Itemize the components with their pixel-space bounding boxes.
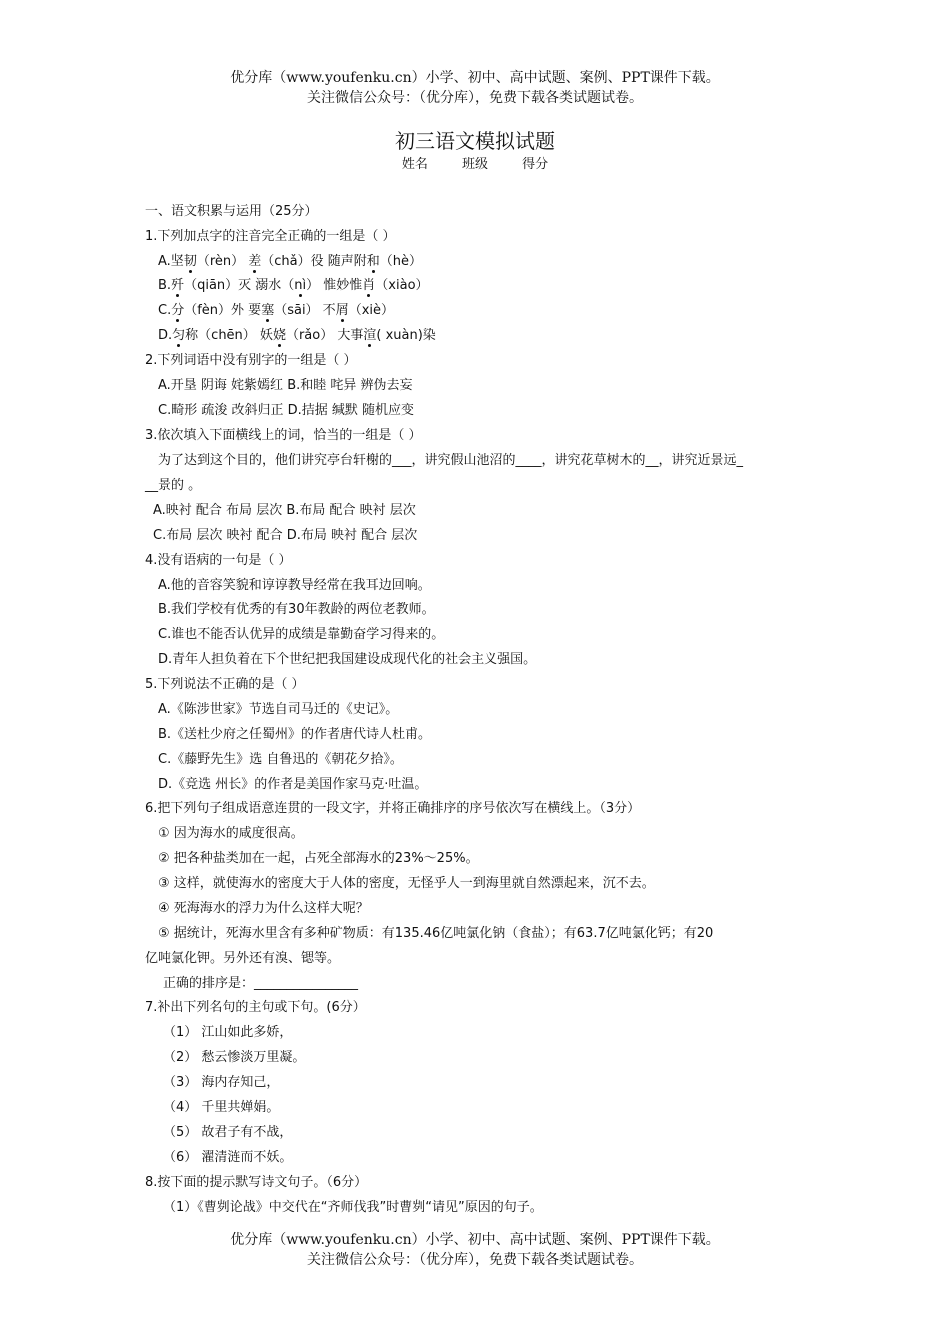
q6-stem: 6.把下列句子组成语意连贯的一段文字，并将正确排序的序号依次写在横线上。（3分） <box>145 801 641 816</box>
q6-sentence-1: ① 因为海水的咸度很高。 <box>158 826 304 841</box>
section-heading: 一、语文积累与运用（25分） <box>145 204 318 219</box>
q3-options-cd: C.布局 层次 映衬 配合 D.布局 映衬 配合 层次 <box>153 528 418 543</box>
q6-sentence-3: ③ 这样，就使海水的密度大于人体的密度，无怪乎人一到海里就自然漂起来，沉不去。 <box>158 876 655 891</box>
q8-item-1: （1）《曹刿论战》中交代在“齐师伐我”时曹刿“请见”原因的句子。 <box>163 1200 543 1215</box>
name-field-label: 姓名 <box>401 157 428 172</box>
q2-stem: 2.下列词语中没有别字的一组是（ ） <box>145 353 357 368</box>
score-field-label: 得分 <box>522 157 549 172</box>
q3-passage-line-1: 为了达到这个目的，他们讲究亭台轩榭的___，讲究假山池沼的____，讲究花草树木的__，讲究近景远_ <box>158 453 744 468</box>
q2-options-cd: C.畸形 疏浚 改斜归正 D.拮据 缄默 随机应变 <box>158 403 415 418</box>
q1-option-b: B.歼（qiān）灭 溺水（nì） 惟妙惟肖（xiào） <box>158 278 429 293</box>
q4-option-c: C.谁也不能否认优异的成绩是靠勤奋学习得来的。 <box>158 627 445 642</box>
q1-stem: 1.下列加点字的注音完全正确的一组是（ ） <box>145 229 396 244</box>
student-info-fields <box>0 153 950 172</box>
q1-option-c: C.分（fèn）外 要塞（sāi） 不屑（xiè） <box>158 303 395 318</box>
q6-sentence-2: ② 把各种盐类加在一起，占死全部海水的23%～25%。 <box>158 851 479 866</box>
q3-stem: 3.依次填入下面横线上的词，恰当的一组是（ ） <box>145 428 422 443</box>
q6-sentence-5: ⑤ 据统计，死海水里含有多种矿物质：有135.46亿吨氯化钠（食盐）；有63.7亿吨氯化钙；有20 <box>158 926 714 941</box>
q4-option-b: B.我们学校有优秀的有30年教龄的两位老教师。 <box>158 602 435 617</box>
q5-option-c: C.《藤野先生》选 自鲁迅的《朝花夕拾》。 <box>158 752 403 767</box>
class-field-label: 班级 <box>461 157 488 172</box>
footer-line-1: 优分库（www.youfenku.cn）小学、初中、高中试题、案例、PPT课件下载。 <box>230 1232 720 1248</box>
q5-option-b: B.《送杜少府之任蜀州》的作者唐代诗人杜甫。 <box>158 727 432 742</box>
q6-answer-blank[interactable]: 正确的排序是：________________ <box>163 976 359 991</box>
page-title: 初三语文模拟试题 <box>395 129 555 153</box>
q6-sentence-5-cont: 亿吨氯化钾。另外还有溴、锶等。 <box>145 951 341 966</box>
q7-item-1: （1） 江山如此多娇， <box>163 1025 293 1040</box>
q1-option-d: D.匀称（chēn） 妖娆（rǎo） 大事渲( xuàn)染 <box>158 328 436 343</box>
q4-option-d: D.青年人担负着在下个世纪把我国建设成现代化的社会主义强国。 <box>158 652 537 667</box>
q4-stem: 4.没有语病的一句是（ ） <box>145 553 292 568</box>
q5-stem: 5.下列说法不正确的是（ ） <box>145 677 305 692</box>
q5-option-a: A.《陈涉世家》节选自司马迁的《史记》。 <box>158 702 399 717</box>
header-line-2: 关注微信公众号：（优分库），免费下载各类试题试卷。 <box>307 90 643 106</box>
q6-sentence-4: ④ 死海海水的浮力为什么这样大呢？ <box>158 901 369 916</box>
footer-line-2: 关注微信公众号：（优分库），免费下载各类试题试卷。 <box>307 1252 643 1268</box>
q4-option-a: A.他的音容笑貌和谆谆教导经常在我耳边回响。 <box>158 578 431 593</box>
q7-item-4: （4） 千里共婵娟。 <box>163 1100 280 1115</box>
q1-option-a: A.坚韧（rèn） 差（chǎ）役 随声附和（hè） <box>158 254 423 269</box>
q8-stem: 8.按下面的提示默写诗文句子。（6分） <box>145 1175 368 1190</box>
q7-item-5: （5） 故君子有不战， <box>163 1125 293 1140</box>
q3-passage-line-2: __景的 。 <box>145 478 202 493</box>
q7-item-2: （2） 愁云惨淡万里凝。 <box>163 1050 306 1065</box>
header-line-1: 优分库（www.youfenku.cn）小学、初中、高中试题、案例、PPT课件下载。 <box>230 70 720 86</box>
q7-stem: 7.补出下列名句的主句或下句。(6分） <box>145 1000 366 1015</box>
q5-option-d: D.《竞选 州长》的作者是美国作家马克·吐温。 <box>158 777 428 792</box>
q2-options-ab: A.开垦 阴诲 姹紫嫣红 B.和睦 咤异 辨伪去妄 <box>158 378 413 393</box>
q7-item-6: （6） 濯清涟而不妖。 <box>163 1150 293 1165</box>
q3-options-ab: A.映衬 配合 布局 层次 B.布局 配合 映衬 层次 <box>153 503 416 518</box>
q7-item-3: （3） 海内存知己， <box>163 1075 280 1090</box>
